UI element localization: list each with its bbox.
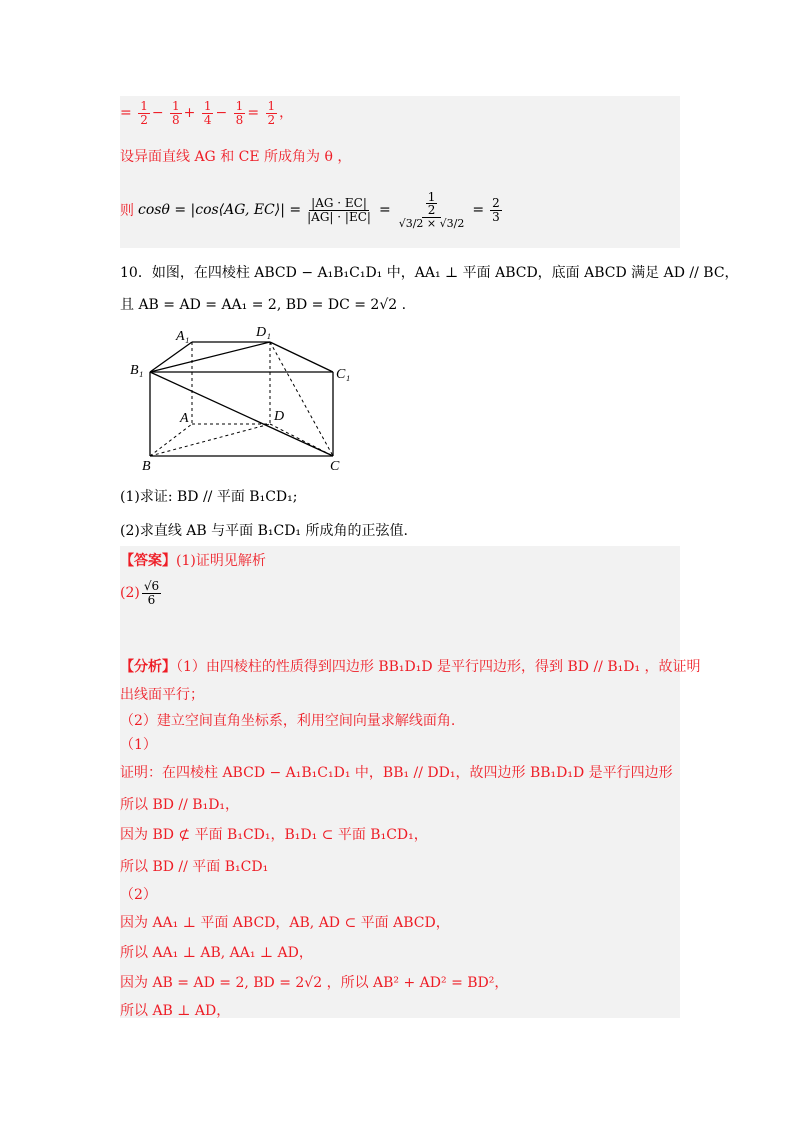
analysis-line-3: （2）建立空间直角坐标系，利用空间向量求解线面角. <box>120 713 456 729</box>
solution-2-line-3: 因为 AB = AD = 2, BD = 2√2 ，所以 AB² + AD² = BD²， <box>120 975 509 991</box>
label-C: C <box>330 459 340 470</box>
solution-2-heading: （2） <box>120 887 157 903</box>
solution-1-line-1: 证明：在四棱柱 ABCD − A₁B₁C₁D₁ 中，BB₁ // DD₁，故四边形 BB₁D₁D 是平行四边形 <box>120 765 673 781</box>
analysis-line-2: 出线面平行； <box>120 687 204 703</box>
answer-line-1 <box>120 550 266 570</box>
problem-10-text-line1 <box>120 262 739 282</box>
solution-1-heading: （1） <box>120 737 157 753</box>
problem-number: 10． <box>120 265 152 281</box>
problem-statement-1: 如图，在四棱柱 ABCD − A₁B₁C₁D₁ 中，AA₁ ⊥ 平面 ABCD，底面 ABCD 满足 AD // BC， <box>151 265 739 281</box>
edge-BD <box>150 424 270 456</box>
answer-tag: 【答案】 <box>120 553 176 569</box>
analysis-p1: （1）由四棱柱的性质得到四边形 BB₁D₁D 是平行四边形，得到 BD // B₁D₁ ，故证明 <box>176 659 701 675</box>
solution-2-line-1: 因为 AA₁ ⊥ 平面 ABCD，AB, AD ⊂ 平面 ABCD， <box>120 915 450 931</box>
solution-1-line-3: 因为 BD ⊄ 平面 B₁CD₁，B₁D₁ ⊂ 平面 B₁CD₁， <box>120 827 428 843</box>
edge-B1C <box>150 372 333 456</box>
prism-figure <box>128 320 368 470</box>
question-1: (1)求证: BD // 平面 B₁CD₁; <box>120 489 298 505</box>
analysis-tag: 【分析】 <box>120 659 176 675</box>
answer-line-2 <box>120 580 163 606</box>
solution-2-line-4: 所以 AB ⊥ AD， <box>120 1003 231 1019</box>
problem-10-text-line2: 且 AB = AD = AA₁ = 2, BD = DC = 2√2 . <box>120 297 407 313</box>
label-D: D <box>274 409 285 424</box>
label-B1: B₁ <box>130 363 144 378</box>
label-D1: D₁ <box>256 325 271 340</box>
edge-D1C1 <box>270 342 333 372</box>
edge-B1A1 <box>150 342 192 372</box>
solution-1-line-4: 所以 BD // 平面 B₁CD₁ <box>120 859 269 875</box>
skew-angle-line: 设异面直线 AG 和 CE 所成角为 θ ， <box>120 149 352 165</box>
edge-B1D1 <box>150 342 270 372</box>
fraction-sum-line: = $\frac{1}{2}$ − $\frac{1}{8}$ + $\frac{1}{4}$ − $\frac{1}{8}$ = $\frac{1}{2}$ ， <box>120 99 294 127</box>
answer-1: (1)证明见解析 <box>176 553 266 569</box>
answer-2-prefix: (2) <box>120 585 140 602</box>
solution-1-line-2: 所以 BD // B₁D₁， <box>120 797 240 813</box>
question-2: (2)求直线 AB 与平面 B₁CD₁ 所成角的正弦值. <box>120 523 408 539</box>
answer-2-numerator: √6 <box>143 579 160 593</box>
edge-D1C <box>270 342 333 456</box>
analysis-line-1 <box>120 656 701 676</box>
cosine-line: 则 cosθ = |cos⟨AG, EC⟩| = $\frac{|AG \cdot EC|}{|AG| \cdot |EC|}$ = $\frac{\frac{1}{2}}{√3/2 \times √3/2}$ = $\frac{2}{3}$ <box>120 189 500 230</box>
edge-BA <box>150 424 192 456</box>
solution-2-line-2: 所以 AA₁ ⊥ AB, AA₁ ⊥ AD， <box>120 945 313 961</box>
label-C1: C₁ <box>336 367 351 382</box>
label-B: B <box>142 459 151 470</box>
answer-2-denominator: 6 <box>147 592 156 607</box>
label-A1: A₁ <box>176 329 190 344</box>
label-A: A <box>180 411 189 426</box>
